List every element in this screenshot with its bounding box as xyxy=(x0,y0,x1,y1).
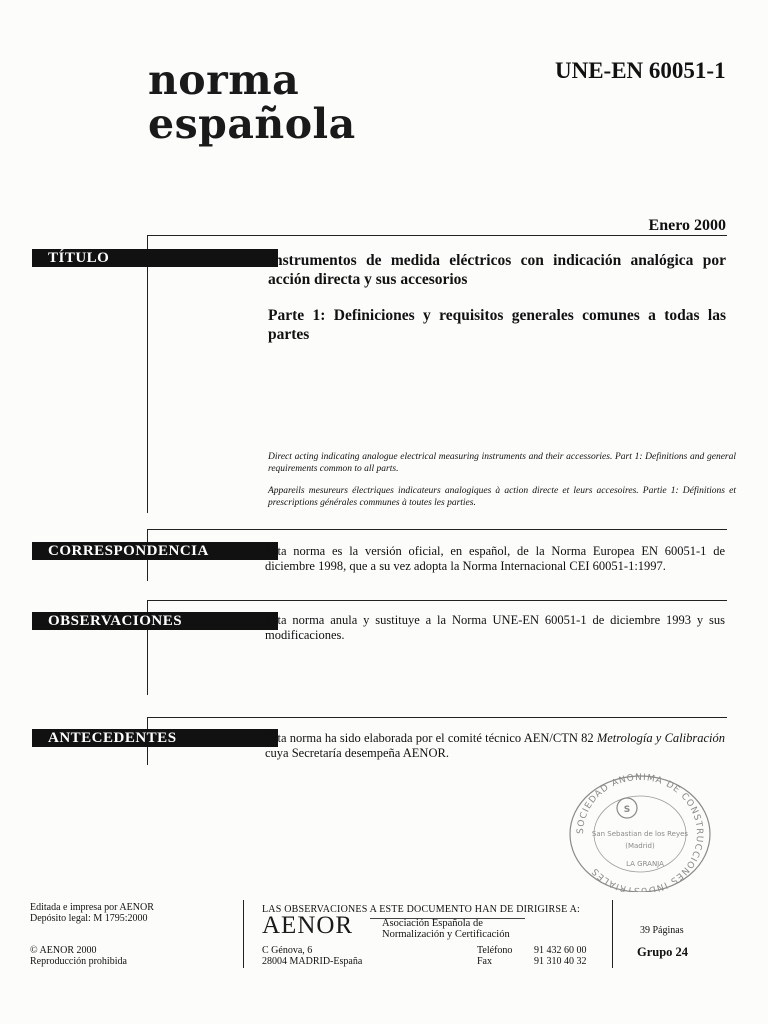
correspondencia-top-rule xyxy=(147,529,727,530)
aenor-logo: AENOR xyxy=(262,912,354,939)
aenor-address xyxy=(262,945,362,967)
antecedentes-top-rule xyxy=(147,717,727,718)
publication-date: Enero 2000 xyxy=(648,217,726,234)
telefono-label: Teléfono xyxy=(477,945,513,956)
fax-label: Fax xyxy=(477,956,492,967)
observaciones-heading: LAS OBSERVACIONES A ESTE DOCUMENTO HAN DE DIRIGIRSE A: xyxy=(262,904,580,915)
footer-right-divider xyxy=(612,900,613,968)
correspondencia-label: CORRESPONDENCIA xyxy=(32,542,278,560)
fax-value: 91 310 40 32 xyxy=(534,956,587,967)
reproduction-notice: Reproducción prohibida xyxy=(30,956,127,967)
stamp-bottom-text: LA GRANJA xyxy=(626,860,664,868)
stamp-center-line2: (Madrid) xyxy=(625,842,655,850)
telefono-value: 91 432 60 00 xyxy=(534,945,587,956)
address-city: 28004 MADRID-España xyxy=(262,956,363,967)
deposito-legal: Depósito legal: M 1795:2000 xyxy=(30,913,148,924)
association-line2: Normalización y Certificación xyxy=(382,929,510,940)
stamp-ring-text: SOCIEDAD ANONIMA DE CONSTRUCCIONES INDUSTRIALES xyxy=(575,772,705,892)
footer-left-divider xyxy=(243,900,244,968)
brand-line-norma: norma xyxy=(148,56,300,104)
association-line1: Asociación Española de xyxy=(382,918,483,929)
document-subtitle: Parte 1: Definiciones y requisitos generales comunes a todas las partes xyxy=(268,307,726,343)
antecedentes-text xyxy=(265,731,725,761)
footer-edition-info xyxy=(30,902,154,924)
titulo-label: TÍTULO xyxy=(32,249,278,267)
correspondencia-text: Esta norma es la versión oficial, en español, de la Norma Europea EN 60051-1 de diciembre 1998, que a su vez adopta la Norma Internacional CEI 60051-1:1997. xyxy=(265,544,725,573)
stamp-center-line1: San Sebastian de los Reyes xyxy=(591,830,689,838)
antecedentes-label: ANTECEDENTES xyxy=(32,729,278,747)
standard-code: UNE-EN 60051-1 xyxy=(555,58,726,83)
titulo-top-rule xyxy=(147,235,727,236)
edited-by: Editada e impresa por AENOR xyxy=(30,902,154,913)
copyright: © AENOR 2000 xyxy=(30,945,97,956)
svg-text:S: S xyxy=(623,805,631,815)
translation-english: Direct acting indicating analogue electrical measuring instruments and their accessories. Part 1: Definitions and general requirements common to all parts. xyxy=(268,452,736,474)
aenor-association xyxy=(382,918,510,940)
antecedentes-committee-name: Metrología y Calibración xyxy=(596,731,725,745)
address-street: C Génova, 6 xyxy=(262,945,313,956)
page-count: 39 Páginas xyxy=(640,925,684,936)
translation-french: Appareils mesureurs électriques indicateurs analogiques à action directe et leurs accesoires. Partie 1: Définitions et prescriptions générales communes à toutes les parties. xyxy=(268,486,736,508)
price-group: Grupo 24 xyxy=(637,945,689,959)
brand-title xyxy=(148,58,356,146)
brand-line-espanola: española xyxy=(148,100,356,148)
aenor-contact xyxy=(477,945,587,967)
antecedentes-text-start: Esta norma ha sido elaborada por el comité técnico AEN/CTN 82 xyxy=(265,731,597,745)
observaciones-text: Esta norma anula y sustituye a la Norma UNE-EN 60051-1 de diciembre 1993 y sus modificaciones. xyxy=(265,613,725,642)
footer-copyright xyxy=(30,945,127,967)
observaciones-top-rule xyxy=(147,600,727,601)
antecedentes-text-end: cuya Secretaría desempeña AENOR. xyxy=(265,746,449,760)
company-stamp xyxy=(565,770,715,892)
observaciones-label: OBSERVACIONES xyxy=(32,612,278,630)
titulo-left-rule xyxy=(147,235,148,513)
document-title: Instrumentos de medida eléctricos con indicación analógica por acción directa y sus accesorios xyxy=(268,252,726,288)
